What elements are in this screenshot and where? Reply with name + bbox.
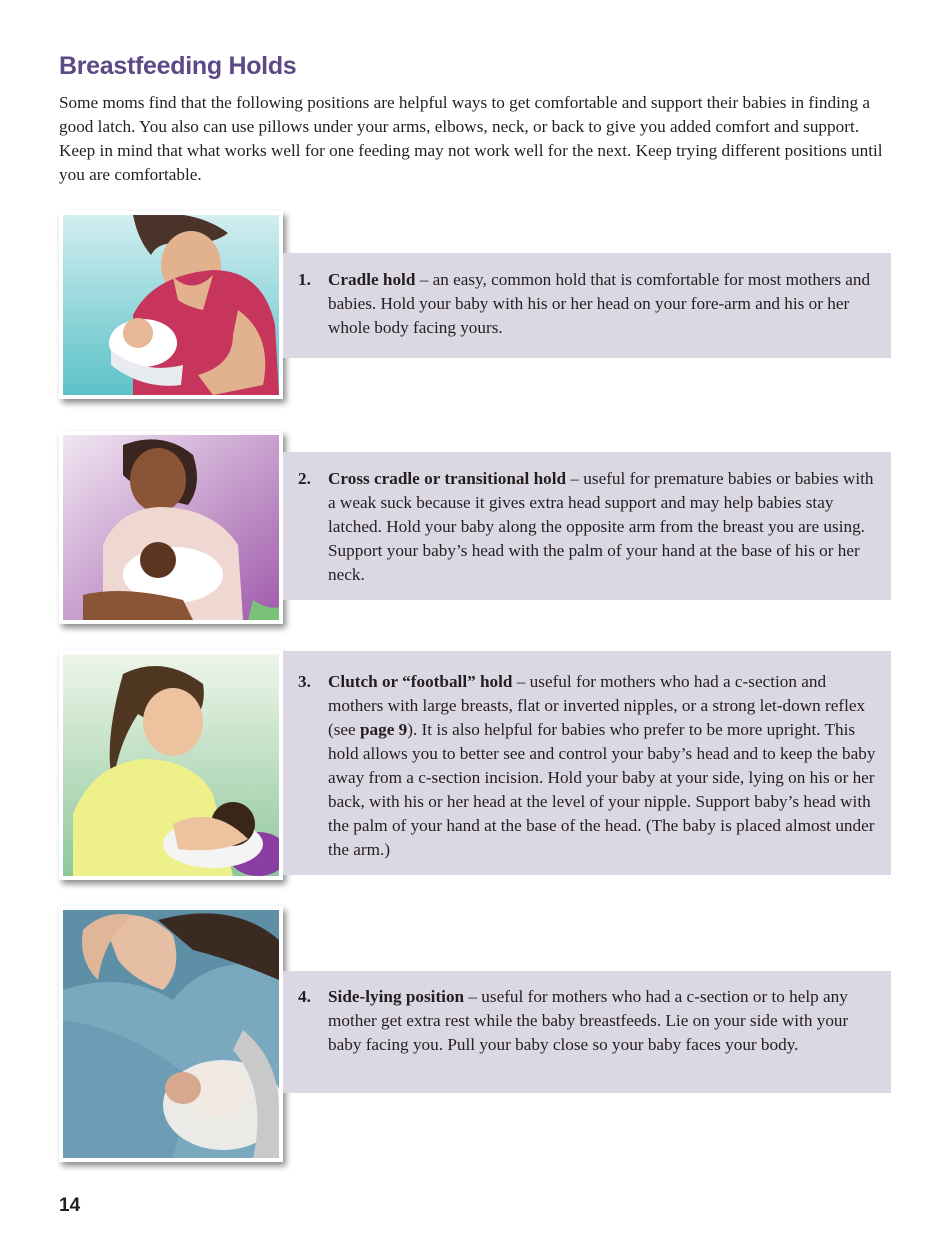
- hold-1-item: [298, 268, 878, 340]
- hold-2-item: [298, 467, 878, 587]
- side-lying-position-illustration: [59, 906, 283, 1162]
- hold-3-number: 3.: [298, 672, 311, 691]
- cradle-hold-illustration: [59, 211, 283, 399]
- hold-4-item: [298, 985, 878, 1057]
- hold-2-description: – useful for premature babies or babies with a weak suck because it gives extra head support and may help babies stay latched. Hold your baby along the opposite arm from the breast you are using. Support your baby’s head with the palm of your hand at the base of his or her neck.: [328, 469, 874, 584]
- page-9-reference: page 9: [359, 720, 408, 739]
- hold-3-item: [298, 670, 878, 862]
- hold-4-number: 4.: [298, 987, 311, 1006]
- intro-paragraph: Some moms find that the following positions are helpful ways to get comfortable and support their babies in finding a good latch. You also can use pillows under your arms, elbows, neck, or back to give you added comfort and support. Keep in mind that what works well for one feeding may not work well for the next. Keep trying different positions until you are comfortable.: [59, 93, 883, 184]
- hold-3-description-before: – useful for mothers who had a c-section and mothers with large breasts, flat or inverted nipples, or a strong let-down reflex (see: [328, 672, 866, 739]
- hold-4-name: Side-lying position: [328, 987, 465, 1006]
- hold-1-description: – an easy, common hold that is comfortable for most mothers and babies. Hold your baby with his or her head on your fore-arm and his or her whole body facing yours.: [328, 270, 871, 337]
- page-title: Breastfeeding Holds: [59, 52, 297, 80]
- hold-2-name: Cross cradle or transitional hold: [328, 469, 567, 488]
- hold-3-name: Clutch or “football” hold: [328, 672, 513, 691]
- cross-cradle-hold-illustration: [59, 431, 283, 624]
- hold-1-name: Cradle hold: [328, 270, 416, 289]
- hold-3-description-after: ). It is also helpful for babies who prefer to be more upright. This hold allows you to better see and control your baby’s head and to keep the baby away from a c-section incision. Hold your baby at your side, lying on his or her back, with his or her head at the level of your nipple. Support baby’s head with the palm of your hand at the base of the head. (The baby is placed almost under the arm.): [328, 720, 876, 859]
- hold-1-number: 1.: [298, 270, 311, 289]
- hold-2-number: 2.: [298, 469, 311, 488]
- football-hold-illustration: [59, 650, 283, 880]
- page-number: 14: [59, 1195, 81, 1216]
- hold-4-description: – useful for mothers who had a c-section or to help any mother get extra rest while the baby breastfeeds. Lie on your side with your baby facing you. Pull your baby close so your baby faces your body.: [328, 987, 849, 1054]
